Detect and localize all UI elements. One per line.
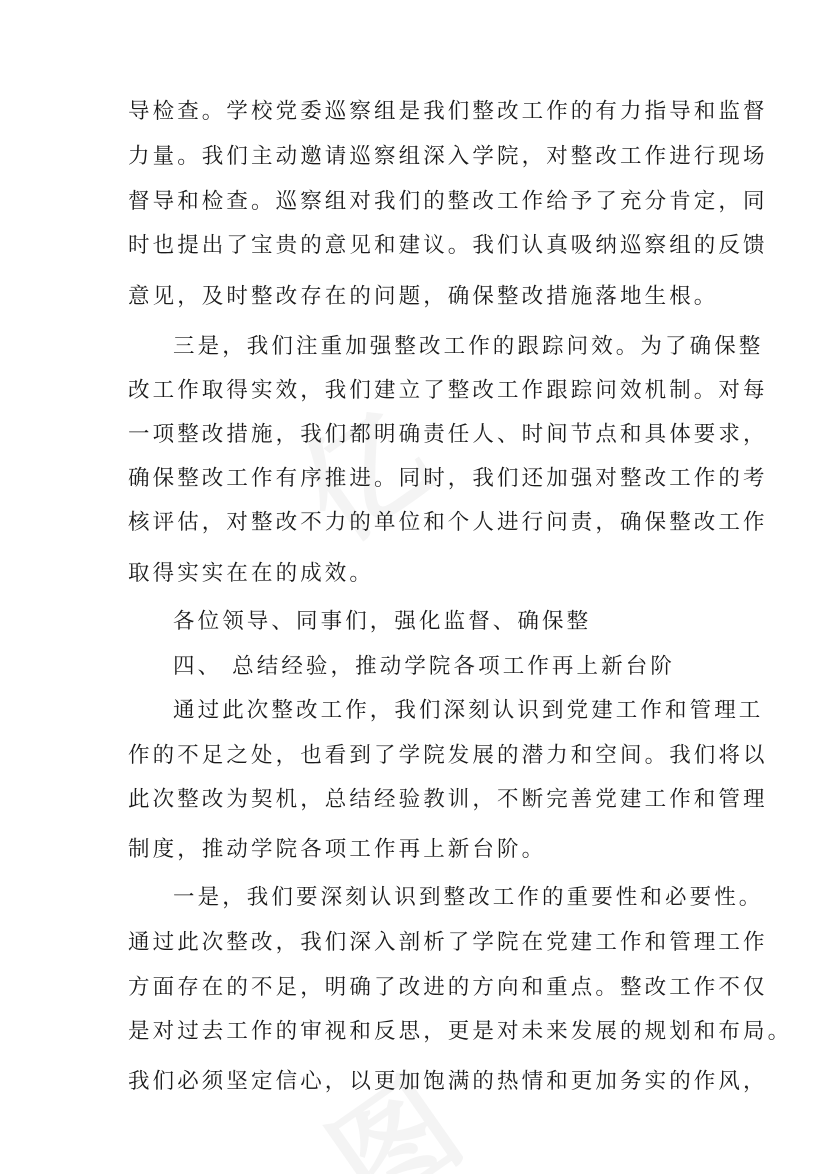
paragraph-line: 力量。我们主动邀请巡察组深入学院，对整改工作进行现场 [128,144,768,169]
paragraph-line: 时也提出了宝贵的意见和建议。我们认真吸纳巡察组的反馈 [128,233,768,258]
paragraph-line: 制度，推动学院各项工作再上新台阶。 [128,837,547,862]
paragraph-line: 确保整改工作有序推进。同时，我们还加强对整改工作的考 [128,466,768,491]
paragraph-line: 三是，我们注重加强整改工作的跟踪问效。为了确保整 [173,334,764,359]
paragraph-line: 取得实实在在的成效。 [128,561,375,586]
paragraph-line: 通过此次整改工作，我们深刻认识到党建工作和管理工 [173,698,764,723]
paragraph-line: 改工作取得实效，我们建立了整改工作跟踪问效机制。对每 [128,378,768,403]
paragraph-line: 一项整改措施，我们都明确责任人、时间节点和具体要求， [128,422,768,447]
paragraph-line: 我们必须坚定信心，以更加饱满的热情和更加务实的作风， [128,1069,768,1094]
paragraph-line: 导检查。学校党委巡察组是我们整改工作的有力指导和监督 [128,99,768,124]
paragraph-line: 此次整改为契机，总结经验教训，不断完善党建工作和管理 [128,787,768,812]
watermark [292,1029,494,1174]
paragraph-line: 通过此次整改，我们深入剖析了学院在党建工作和管理工作 [128,930,768,955]
paragraph-line: 意见，及时整改存在的问题，确保整改措施落地生根。 [128,284,719,309]
section-heading: 四、 总结经验，推动学院各项工作再上新台阶 [173,654,675,679]
paragraph-line: 一是，我们要深刻认识到整改工作的重要性和必要性。 [173,885,764,910]
paragraph-line: 是对过去工作的审视和反思，更是对未来发展的规划和布局。 [128,1019,793,1044]
paragraph-line: 方面存在的不足，明确了改进的方向和重点。整改工作不仅 [128,975,768,1000]
paragraph-line: 作的不足之处，也看到了学院发展的潜力和空间。我们将以 [128,743,768,768]
paragraph-line: 核评估，对整改不力的单位和个人进行问责，确保整改工作 [128,510,768,535]
paragraph-line: 各位领导、同事们，强化监督、确保整 [173,609,592,634]
paragraph-line: 督导和检查。巡察组对我们的整改工作给予了充分肯定，同 [128,189,768,214]
